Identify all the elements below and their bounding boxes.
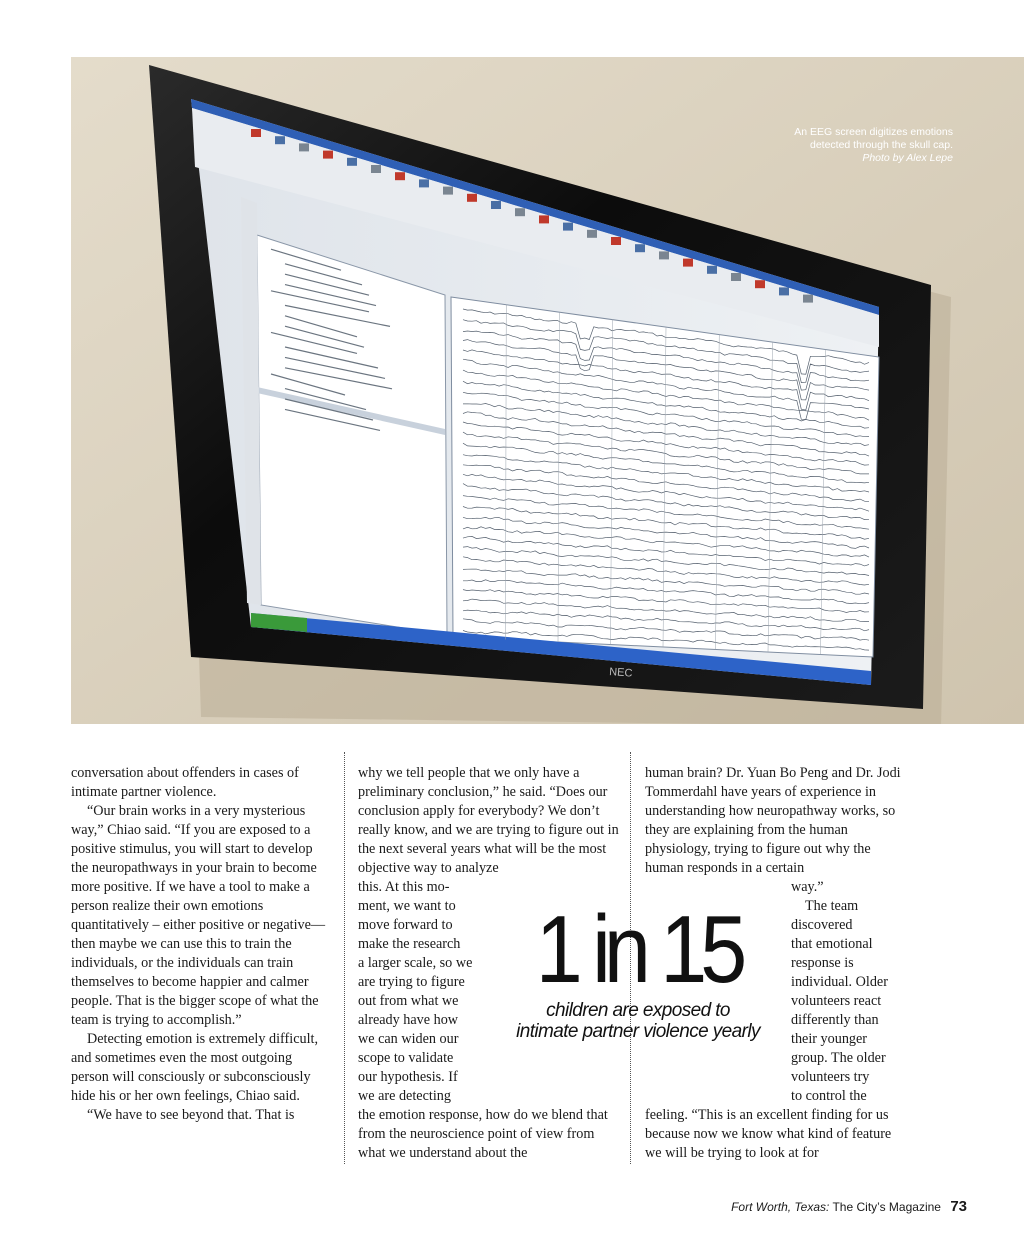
col1-paragraph-4: “We have to see beyond that. That is <box>87 1107 295 1123</box>
toolbar-icon <box>755 280 765 288</box>
toolbar-icon <box>683 259 693 267</box>
col2-wrapped-lines <box>358 878 476 1106</box>
eeg-signal-panel <box>451 297 879 657</box>
col2-line: out from what we <box>358 993 459 1009</box>
footer-magazine: The City’s Magazine <box>832 1200 941 1214</box>
toolbar-icon <box>443 187 453 195</box>
column-divider-1 <box>344 752 345 1164</box>
col2-paragraph-bottom: the emotion response, how do we blend that from the neuroscience point of view from what we understand about the <box>358 1107 608 1161</box>
article-column-1 <box>71 764 333 1125</box>
col2-line: our hypothesis. If <box>358 1069 458 1085</box>
caption-line-2: detected through the skull cap. <box>809 139 953 151</box>
pull-quote-line-2: intimate partner violence yearly <box>516 1021 760 1042</box>
eeg-photo <box>71 57 1024 724</box>
toolbar-icon <box>779 287 789 295</box>
col2-line: ment, we want to <box>358 898 456 914</box>
col1-paragraph-2: “Our brain works in a very mysterious way,” Chiao said. “If you are exposed to a positive stimulus, you will start to develop the neuropathways in your brain to become more positive. If we have a tool to make a person realize their own emotions quantitatively – either positive or negative—then maybe we can use this to train the individuals, or the individuals can train themselves to become happier and calmer people. That is the bigger scope of what the team is trying to accomplish.” <box>71 803 326 1028</box>
col3-line: response is <box>791 955 854 971</box>
pull-quote-line-1: children are exposed to <box>546 1000 730 1021</box>
col2-line: make the research <box>358 936 461 952</box>
col3-line: to control the <box>791 1088 867 1104</box>
tree-panel <box>257 235 447 635</box>
toolbar-icon <box>323 151 333 159</box>
page-footer <box>731 1198 967 1215</box>
toolbar-icon <box>515 208 525 216</box>
col3-wrapped-lines <box>791 878 903 1106</box>
col3-line: volunteers try <box>791 1069 870 1085</box>
col2-line: we are detecting <box>358 1088 451 1104</box>
toolbar-icon <box>251 129 261 137</box>
toolbar-icon <box>299 143 309 151</box>
caption-credit: Photo by Alex Lepe <box>862 152 953 164</box>
col2-line: are trying to figure <box>358 974 465 990</box>
col2-line: a larger scale, so we <box>358 955 473 971</box>
toolbar-icon <box>659 251 669 259</box>
col2-line: scope to validate <box>358 1050 454 1066</box>
col3-line: way.” <box>791 879 824 895</box>
col3-line: group. The older <box>791 1050 886 1066</box>
col2-line: we can widen our <box>358 1031 459 1047</box>
pull-quote <box>498 896 778 1042</box>
col3-paragraph-bottom: feeling. “This is an excellent finding for us because now we know what kind of feature we will be trying to look at for <box>645 1107 892 1161</box>
photo-caption <box>693 126 953 165</box>
toolbar-icon <box>803 295 813 303</box>
col2-line: already have how <box>358 1012 459 1028</box>
toolbar-icon <box>707 266 717 274</box>
monitor-brand: NEC <box>608 666 633 680</box>
col3-paragraph-top: human brain? Dr. Yuan Bo Peng and Dr. Jodi Tommerdahl have years of experience in understanding how neuropathway works, so they are explaining from the human physiology, trying to figure out why the human responds in a certain <box>645 765 901 876</box>
caption-line-1: An EEG screen digitizes emotions <box>794 126 953 138</box>
toolbar-icon <box>611 237 621 245</box>
pull-quote-stat: 1 in 15 <box>535 896 741 1003</box>
page-number: 73 <box>950 1198 967 1215</box>
col3-line: volunteers react <box>791 993 882 1009</box>
toolbar-icon <box>371 165 381 173</box>
toolbar-icon <box>491 201 501 209</box>
toolbar-icon <box>563 223 573 231</box>
col1-paragraph-1: conversation about offenders in cases of intimate partner violence. <box>71 765 299 800</box>
toolbar-icon <box>587 230 597 238</box>
col2-paragraph-top: why we tell people that we only have a preliminary conclusion,” he said. “Does our conclusion apply for everybody? We don’t really know, and we are trying to figure out in the next several years what will be the most objective way to analyze <box>358 765 619 876</box>
toolbar-icon <box>731 273 741 281</box>
col3-line: their younger <box>791 1031 868 1047</box>
toolbar-icon <box>467 194 477 202</box>
col3-line: The team <box>805 898 859 914</box>
col1-paragraph-3: Detecting emotion is extremely difficult, and sometimes even the most outgoing person will consciously or subconsciously hide his or her own feelings, Chiao said. <box>71 1031 319 1104</box>
toolbar-icon <box>347 158 357 166</box>
col3-line: discovered <box>791 917 853 933</box>
col3-line: individual. Older <box>791 974 888 990</box>
toolbar-icon <box>539 215 549 223</box>
col3-line: differently than <box>791 1012 879 1028</box>
col2-line: move forward to <box>358 917 453 933</box>
toolbar-icon <box>419 179 429 187</box>
toolbar-icon <box>395 172 405 180</box>
toolbar-icon <box>635 244 645 252</box>
col3-line: that emotional <box>791 936 873 952</box>
col2-line: this. At this mo- <box>358 879 450 895</box>
toolbar-icon <box>275 136 285 144</box>
footer-city: Fort Worth, Texas: <box>731 1200 830 1214</box>
